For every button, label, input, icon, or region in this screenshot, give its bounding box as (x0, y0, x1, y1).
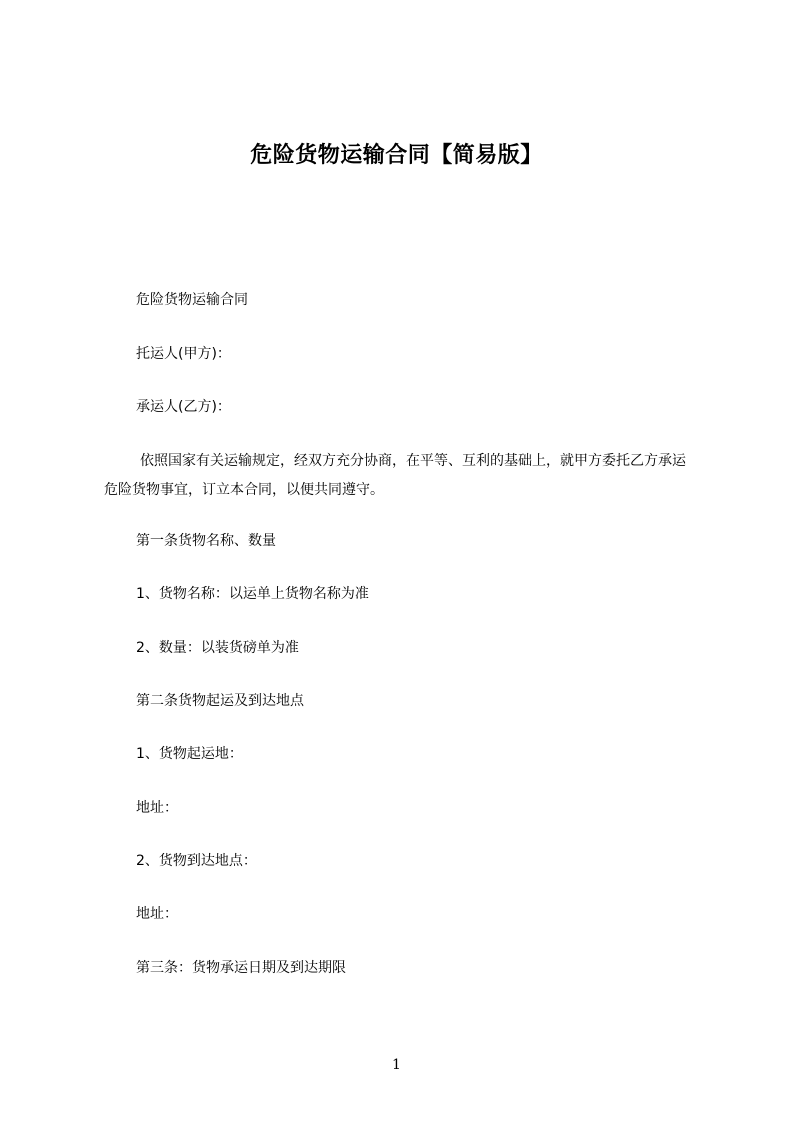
article-1-heading: 第一条货物名称、数量 (136, 533, 276, 549)
shipper-line: 托运人(甲方)： (136, 346, 231, 362)
article-1-item-2: 2、数量：以装货磅单为准 (136, 640, 299, 656)
article-2-item-2: 2、货物到达地点： (136, 853, 257, 869)
destination-address-line: 地址： (136, 906, 178, 922)
page-number: 1 (392, 1057, 401, 1073)
article-2-item-1: 1、货物起运地： (136, 746, 243, 762)
contract-heading: 危险货物运输合同 (136, 292, 248, 308)
document-title: 危险货物运输合同【简易版】 (250, 143, 543, 168)
article-1-item-1: 1、货物名称：以运单上货物名称为准 (136, 586, 369, 602)
article-3-heading: 第三条：货物承运日期及到达期限 (136, 960, 346, 976)
origin-address-line: 地址： (136, 800, 178, 816)
article-2-heading: 第二条货物起运及到达地点 (136, 693, 304, 709)
preamble-text: 依照国家有关运输规定，经双方充分协商，在平等、互利的基础上，就甲方委托乙方承运危险货物事宜，订立本合同，以便共同遵守。 (104, 453, 686, 498)
preamble-paragraph (104, 447, 694, 505)
carrier-line: 承运人(乙方)： (136, 399, 231, 415)
